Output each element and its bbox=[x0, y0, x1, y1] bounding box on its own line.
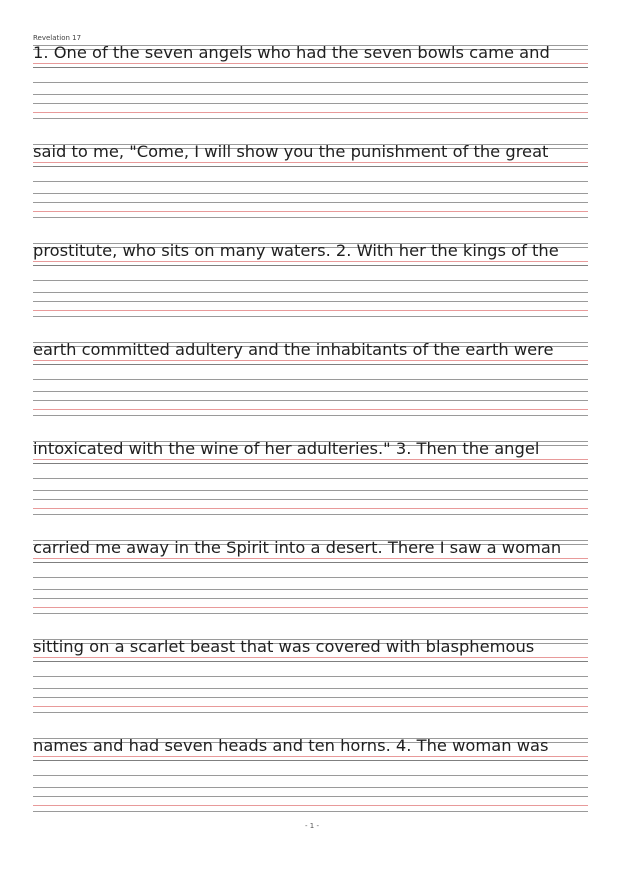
guide-line bbox=[33, 577, 588, 578]
guide-line bbox=[33, 796, 588, 797]
guide-line bbox=[33, 775, 588, 776]
guide-line bbox=[33, 415, 588, 416]
baseline-red bbox=[33, 706, 588, 707]
writing-block bbox=[33, 144, 588, 222]
guide-line bbox=[33, 292, 588, 293]
guide-line bbox=[33, 166, 588, 167]
text-line: earth committed adultery and the inhabitants of the earth were bbox=[33, 340, 554, 359]
guide-line bbox=[33, 118, 588, 119]
baseline-red bbox=[33, 360, 588, 361]
baseline-red bbox=[33, 805, 588, 806]
guide-line bbox=[33, 514, 588, 515]
guide-line bbox=[33, 181, 588, 182]
baseline-red bbox=[33, 459, 588, 460]
guide-line bbox=[33, 391, 588, 392]
writing-block bbox=[33, 45, 588, 123]
guide-line bbox=[33, 265, 588, 266]
guide-line bbox=[33, 787, 588, 788]
text-line: names and had seven heads and ten horns. 4. The woman was bbox=[33, 736, 549, 755]
guide-line bbox=[33, 301, 588, 302]
guide-line bbox=[33, 499, 588, 500]
text-line: 1. One of the seven angels who had the seven bowls came and bbox=[33, 43, 550, 62]
writing-block bbox=[33, 441, 588, 519]
guide-line bbox=[33, 217, 588, 218]
guide-line bbox=[33, 676, 588, 677]
baseline-red bbox=[33, 607, 588, 608]
baseline-red bbox=[33, 508, 588, 509]
guide-line bbox=[33, 661, 588, 662]
baseline-red bbox=[33, 310, 588, 311]
writing-block bbox=[33, 639, 588, 717]
baseline-red bbox=[33, 112, 588, 113]
baseline-red bbox=[33, 558, 588, 559]
guide-line bbox=[33, 94, 588, 95]
guide-line bbox=[33, 697, 588, 698]
page-number: - 1 - bbox=[305, 822, 319, 830]
baseline-red bbox=[33, 211, 588, 212]
guide-line bbox=[33, 712, 588, 713]
guide-line bbox=[33, 598, 588, 599]
baseline-red bbox=[33, 756, 588, 757]
baseline-red bbox=[33, 162, 588, 163]
baseline-red bbox=[33, 63, 588, 64]
page-header: Revelation 17 bbox=[33, 34, 82, 42]
guide-line bbox=[33, 688, 588, 689]
guide-line bbox=[33, 379, 588, 380]
text-line: prostitute, who sits on many waters. 2. With her the kings of the bbox=[33, 241, 559, 260]
guide-line bbox=[33, 478, 588, 479]
writing-block bbox=[33, 540, 588, 618]
guide-line bbox=[33, 760, 588, 761]
guide-line bbox=[33, 202, 588, 203]
guide-line bbox=[33, 811, 588, 812]
guide-line bbox=[33, 316, 588, 317]
text-line: intoxicated with the wine of her adulteries." 3. Then the angel bbox=[33, 439, 540, 458]
guide-line bbox=[33, 67, 588, 68]
guide-line bbox=[33, 364, 588, 365]
guide-line bbox=[33, 463, 588, 464]
writing-block bbox=[33, 738, 588, 816]
guide-line bbox=[33, 400, 588, 401]
guide-line bbox=[33, 82, 588, 83]
baseline-red bbox=[33, 657, 588, 658]
text-line: carried me away in the Spirit into a desert. There I saw a woman bbox=[33, 538, 562, 557]
guide-line bbox=[33, 490, 588, 491]
text-line: sitting on a scarlet beast that was covered with blasphemous bbox=[33, 637, 535, 656]
guide-line bbox=[33, 193, 588, 194]
writing-block bbox=[33, 243, 588, 321]
baseline-red bbox=[33, 261, 588, 262]
guide-line bbox=[33, 613, 588, 614]
guide-line bbox=[33, 562, 588, 563]
guide-line bbox=[33, 589, 588, 590]
writing-block bbox=[33, 342, 588, 420]
guide-line bbox=[33, 280, 588, 281]
text-line: said to me, "Come, I will show you the punishment of the great bbox=[33, 142, 549, 161]
baseline-red bbox=[33, 409, 588, 410]
guide-line bbox=[33, 103, 588, 104]
